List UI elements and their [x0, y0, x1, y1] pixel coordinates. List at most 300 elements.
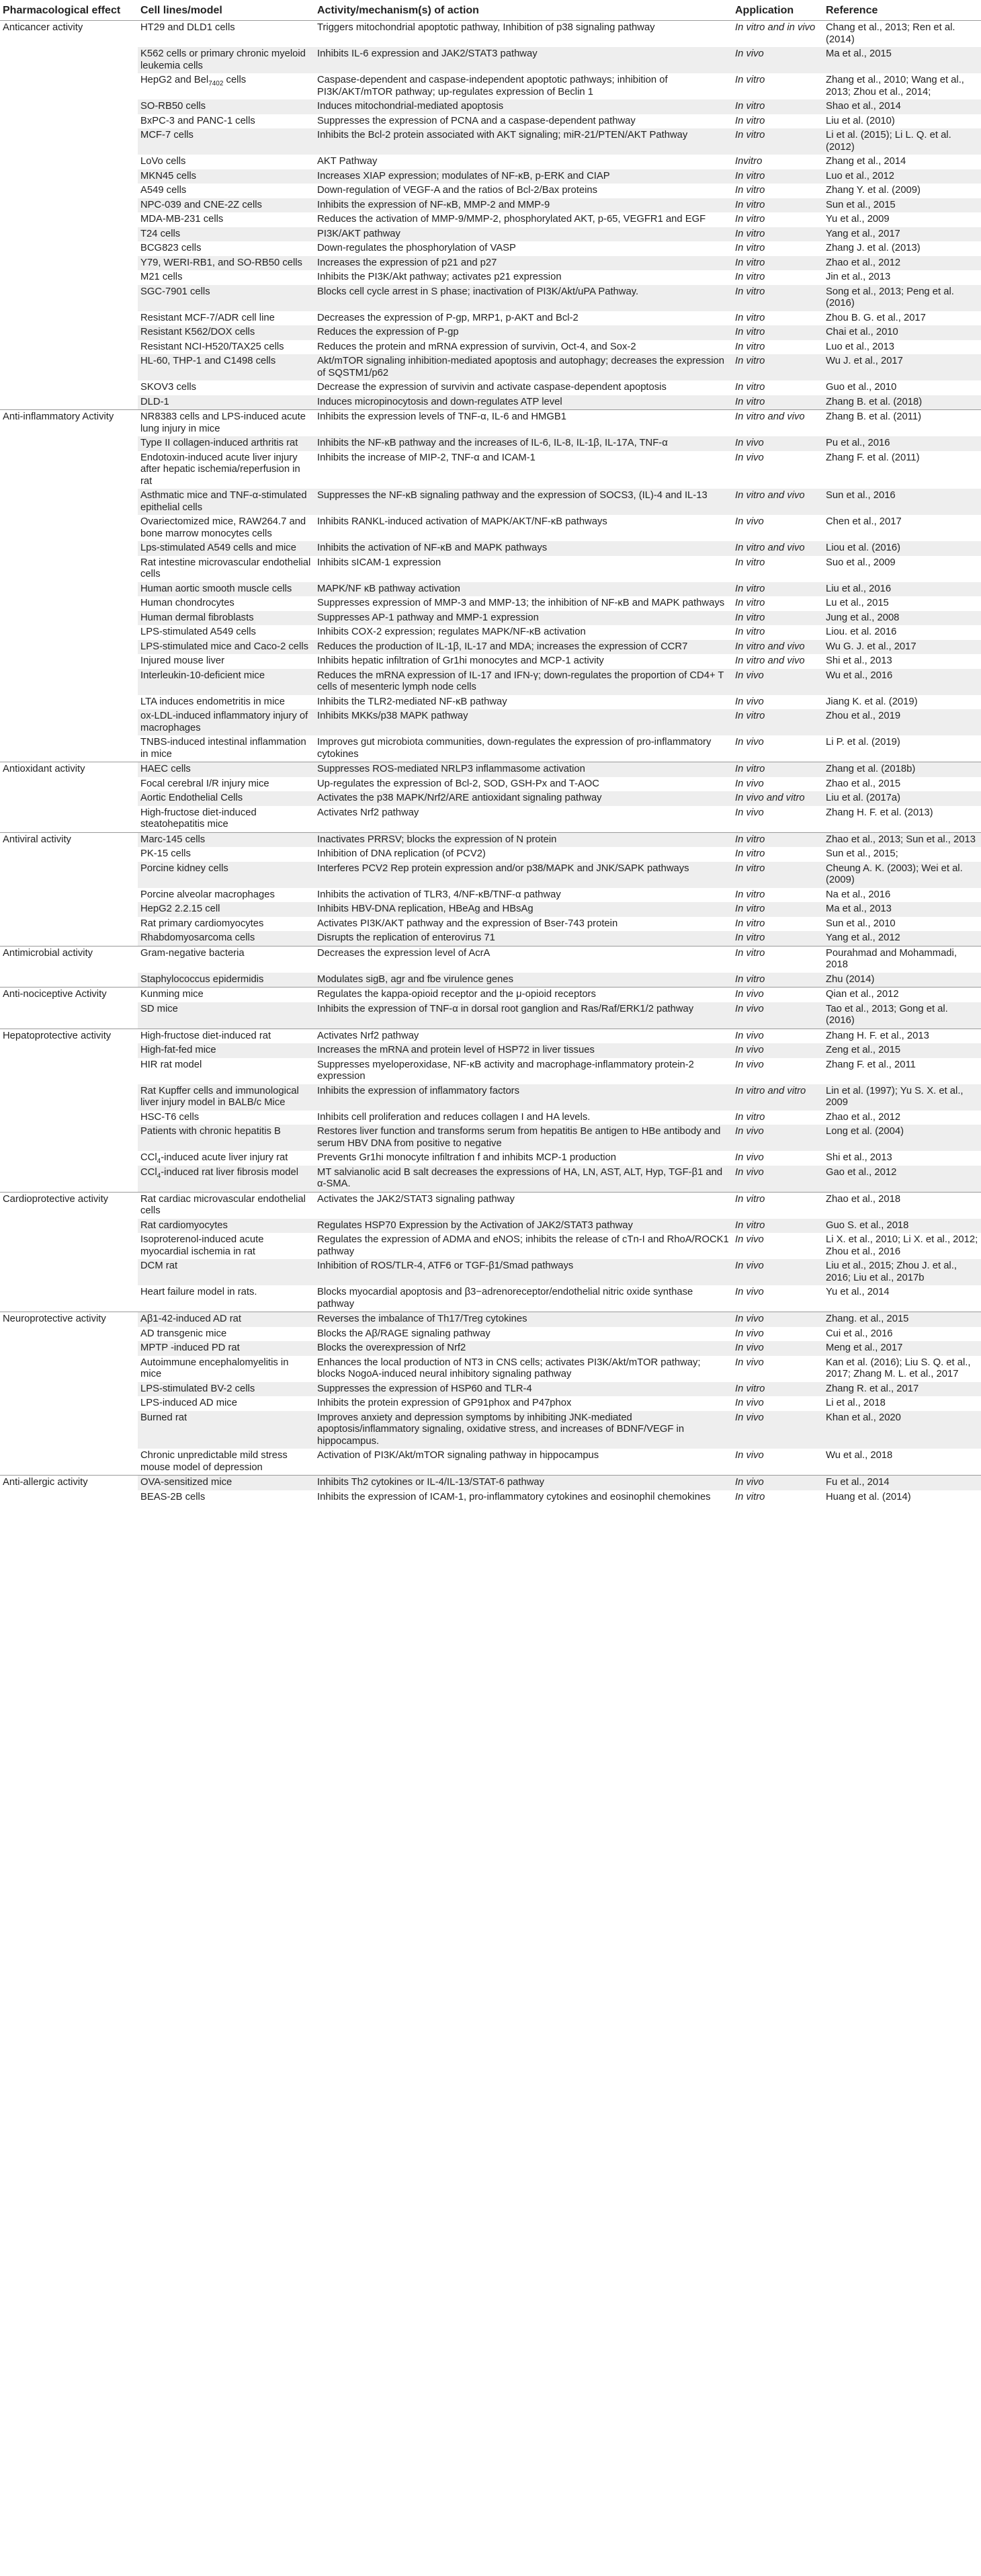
application-cell: In vitro: [732, 762, 823, 777]
effect-cell: [0, 806, 138, 833]
reference-cell: Zhang. et al., 2015: [823, 1312, 981, 1327]
table-row: [0, 241, 981, 256]
effect-cell: [0, 270, 138, 285]
application-cell: In vivo: [732, 669, 823, 695]
model-cell: K562 cells or primary chronic myeloid leukemia cells: [138, 47, 314, 73]
reference-cell: Song et al., 2013; Peng et al. (2016): [823, 285, 981, 311]
table-row: [0, 1327, 981, 1342]
model-cell: Porcine alveolar macrophages: [140, 889, 275, 900]
effect-cell: [0, 1219, 138, 1234]
application-cell: In vivo: [732, 1341, 823, 1356]
model-cell: LoVo cells: [140, 156, 186, 167]
application-cell: In vivo: [732, 1029, 823, 1043]
application-cell: Invitro: [735, 156, 763, 167]
application-cell: In vitro: [732, 325, 823, 340]
activity-cell: Reduces the protein and mRNA expression of survivin, Oct-4, and Sox-2: [317, 341, 636, 352]
application-cell: In vivo: [732, 436, 823, 451]
effect-cell: [0, 1259, 138, 1285]
activity-cell: Reduces the production of IL-1β, IL-17 and MDA; increases the expression of CCR7: [314, 640, 732, 655]
table-header-row: [0, 0, 981, 21]
activity-cell: Inhibits sICAM-1 expression: [317, 557, 441, 568]
reference-cell: Yu et al., 2014: [826, 1287, 890, 1297]
model-cell: Rat intestine microvascular endothelial cells: [140, 557, 311, 579]
effect-cell: [0, 1490, 138, 1505]
effect-cell: [0, 735, 138, 762]
application-cell: In vitro: [735, 598, 765, 608]
table-row: [0, 451, 981, 489]
effect-cell: [0, 625, 138, 640]
table-row: [0, 777, 981, 792]
activity-cell: Regulates the kappa-opioid receptor and the μ-opioid receptors: [314, 988, 732, 1002]
model-cell: Y79, WERI-RB1, and SO-RB50 cells: [138, 256, 314, 271]
effect-cell: [0, 596, 138, 611]
reference-cell: Zhang Y. et al. (2009): [826, 185, 921, 196]
reference-cell: Zhao et al., 2012: [826, 1111, 901, 1123]
application-cell: In vitro: [732, 1382, 823, 1397]
model-cell: Staphylococcus epidermidis: [138, 973, 314, 988]
model-cell: Lps-stimulated A549 cells and mice: [138, 541, 314, 556]
table-row: [0, 582, 981, 597]
effect-cell: [0, 611, 138, 626]
table-row: [0, 862, 981, 888]
model-cell: High-fructose diet-induced steatohepatitis mice: [140, 807, 257, 830]
model-cell: Patients with chronic hepatitis B: [138, 1125, 314, 1151]
table-row: [0, 832, 981, 847]
activity-cell: Suppresses the expression of PCNA and a caspase-dependent pathway: [317, 115, 636, 126]
reference-cell: Zhang F. et al., 2011: [826, 1059, 916, 1070]
model-cell: TNBS-induced intestinal inflammation in mice: [140, 737, 306, 760]
reference-cell: Wu et al., 2016: [823, 669, 981, 695]
application-cell: In vitro: [735, 115, 765, 126]
model-cell: Isoproterenol-induced acute myocardial ischemia in rat: [140, 1234, 264, 1257]
application-cell: In vitro: [735, 557, 765, 568]
table-row: [0, 256, 981, 271]
activity-cell: Increases the mRNA and protein level of HSP72 in liver tissues: [314, 1043, 732, 1058]
table-row: [0, 902, 981, 917]
activity-cell: Reduces the activation of MMP-9/MMP-2, phosphorylated AKT, p-65, VEGFR1 and EGF: [317, 214, 706, 225]
model-cell: LPS-induced AD mice: [140, 1398, 237, 1408]
application-cell: In vitro: [732, 946, 823, 973]
application-cell: In vitro: [732, 1219, 823, 1234]
effect-cell: [0, 212, 138, 227]
table-row: [0, 988, 981, 1002]
effect-cell: [0, 380, 138, 395]
table-row: [0, 1341, 981, 1356]
application-cell: In vivo: [735, 516, 764, 527]
effect-cell: Anti-nociceptive Activity: [0, 988, 138, 1002]
table-row: [0, 1356, 981, 1382]
activity-cell: Caspase-dependent and caspase-independent apoptotic pathways; inhibition of PI3K/AKT/mTOR pathway; up-regulates expression of Beclin 1: [317, 75, 668, 97]
model-cell: SKOV3 cells: [140, 382, 197, 393]
effect-cell: [0, 1327, 138, 1342]
table-row: [0, 654, 981, 669]
effect-cell: [0, 515, 138, 541]
table-row: [0, 1233, 981, 1259]
activity-cell: Down-regulates the phosphorylation of VASP: [317, 243, 516, 253]
application-cell: In vitro: [732, 931, 823, 946]
application-cell: In vitro: [732, 395, 823, 410]
activity-cell: Decrease the expression of survivin and activate caspase-dependent apoptosis: [317, 382, 667, 393]
application-cell: In vitro and vivo: [732, 489, 823, 515]
model-cell: Human chondrocytes: [140, 598, 234, 608]
application-cell: In vivo: [735, 778, 764, 789]
activity-cell: Increases the expression of p21 and p27: [314, 256, 732, 271]
effect-cell: [0, 1411, 138, 1449]
reference-cell: Pourahmad and Mohammadi, 2018: [823, 946, 981, 973]
reference-cell: Meng et al., 2017: [823, 1341, 981, 1356]
reference-cell: Sun et al., 2010: [826, 918, 896, 929]
application-cell: In vivo: [732, 47, 823, 73]
activity-cell: Modulates sigB, agr and fbe virulence genes: [314, 973, 732, 988]
application-cell: In vivo: [735, 1328, 764, 1339]
effect-cell: [0, 695, 138, 710]
application-cell: In vitro: [735, 214, 765, 225]
application-cell: In vitro: [732, 862, 823, 888]
effect-cell: [0, 340, 138, 355]
table-row: [0, 395, 981, 410]
model-cell: BCG823 cells: [140, 243, 202, 253]
effect-cell: Anti-allergic activity: [0, 1476, 138, 1490]
reference-cell: Ma et al., 2015: [823, 47, 981, 73]
effect-cell: Anti-inflammatory Activity: [0, 410, 138, 437]
table-row: [0, 806, 981, 833]
effect-cell: [0, 777, 138, 792]
table-row: [0, 1125, 981, 1151]
activity-cell: Suppresses the expression of HSP60 and TLR-4: [314, 1382, 732, 1397]
model-cell: MPTP -induced PD rat: [138, 1341, 314, 1356]
effect-cell: [0, 114, 138, 129]
activity-cell: Triggers mitochondrial apoptotic pathway, Inhibition of p38 signaling pathway: [314, 21, 732, 48]
reference-cell: Luo et al., 2012: [823, 169, 981, 184]
activity-cell: Induces micropinocytosis and down-regulates ATP level: [314, 395, 732, 410]
application-cell: In vitro: [732, 582, 823, 597]
reference-cell: Lin et al. (1997); Yu S. X. et al., 2009: [823, 1084, 981, 1111]
reference-cell: Liu et al. (2010): [826, 115, 895, 126]
table-row: [0, 1476, 981, 1490]
table-row: [0, 489, 981, 515]
reference-cell: Kan et al. (2016); Liu S. Q. et al., 2017; Zhang M. L. et al., 2017: [826, 1357, 971, 1379]
effect-cell: [0, 155, 138, 169]
table-row: [0, 556, 981, 582]
effect-cell: [0, 99, 138, 114]
application-cell: In vivo: [735, 1398, 764, 1408]
table-row: [0, 1084, 981, 1111]
reference-cell: Zeng et al., 2015: [823, 1043, 981, 1058]
activity-cell: Blocks myocardial apoptosis and β3−adrenoreceptor/endothelial nitric oxide synthase pathway: [317, 1287, 693, 1310]
model-cell: LPS-stimulated mice and Caco-2 cells: [138, 640, 314, 655]
reference-cell: Shao et al., 2014: [823, 99, 981, 114]
application-cell: In vitro and vivo: [732, 410, 823, 437]
table-row: [0, 762, 981, 777]
reference-cell: Li et al. (2015); Li L. Q. et al. (2012): [823, 128, 981, 155]
reference-cell: Guo et al., 2010: [826, 382, 897, 393]
reference-cell: Wu G. J. et al., 2017: [823, 640, 981, 655]
activity-cell: Suppresses ROS-mediated NRLP3 inflammasome activation: [314, 762, 732, 777]
table-row: [0, 541, 981, 556]
reference-cell: Zhang B. et al. (2011): [823, 410, 981, 437]
model-cell: NPC-039 and CNE-2Z cells: [138, 198, 314, 213]
activity-cell: Activates PI3K/AKT pathway and the expression of Bser-743 protein: [317, 918, 618, 929]
application-cell: In vitro: [732, 169, 823, 184]
activity-cell: Inhibits the expression of NF-κB, MMP-2 and MMP-9: [314, 198, 732, 213]
application-cell: In vitro: [735, 312, 765, 323]
reference-cell: Liu et al., 2016: [823, 582, 981, 597]
model-cell: Type II collagen-induced arthritis rat: [138, 436, 314, 451]
model-cell: Injured mouse liver: [140, 655, 225, 666]
activity-cell: Akt/mTOR signaling inhibition-mediated apoptosis and autophagy; decreases the expression of SQSTM1/p62: [314, 354, 732, 380]
header-activity: Activity/mechanism(s) of action: [314, 0, 732, 21]
reference-cell: Sun et al., 2015;: [826, 848, 898, 859]
effect-cell: Cardioprotective activity: [0, 1192, 138, 1219]
activity-cell: Down-regulation of VEGF-A and the ratios of Bcl-2/Bax proteins: [317, 185, 597, 196]
table-row: [0, 1382, 981, 1397]
activity-cell: Inhibits hepatic infiltration of Gr1hi monocytes and MCP-1 activity: [317, 655, 604, 666]
reference-cell: Zhang H. F. et al. (2013): [826, 807, 933, 818]
activity-cell: AKT Pathway: [317, 156, 378, 167]
model-cell: CCl$_4$-induced rat liver fibrosis model: [138, 1166, 314, 1193]
application-cell: In vitro: [735, 185, 765, 196]
model-cell: Resistant NCI-H520/TAX25 cells: [140, 341, 284, 352]
activity-cell: Interferes PCV2 Rep protein expression and/or p38/MAPK and JNK/SAPK pathways: [314, 862, 732, 888]
application-cell: In vitro: [732, 832, 823, 847]
table-row: [0, 1312, 981, 1327]
reference-cell: Yang et al., 2012: [823, 931, 981, 946]
reference-cell: Li P. et al. (2019): [826, 737, 900, 748]
header-reference: Reference: [823, 0, 981, 21]
activity-cell: Improves gut microbiota communities, down-regulates the expression of pro-inflammatory cytokines: [317, 737, 712, 760]
application-cell: In vivo: [732, 1259, 823, 1285]
application-cell: In vitro: [732, 611, 823, 626]
table-row: [0, 169, 981, 184]
activity-cell: Blocks the Aβ/RAGE signaling pathway: [317, 1328, 491, 1339]
model-cell: HL-60, THP-1 and C1498 cells: [138, 354, 314, 380]
reference-cell: Zhang F. et al. (2011): [826, 452, 920, 463]
activity-cell: Inhibits the expression levels of TNF-α, IL-6 and HMGB1: [314, 410, 732, 437]
model-cell: Heart failure model in rats.: [140, 1287, 257, 1297]
effect-cell: [0, 1382, 138, 1397]
reference-cell: Suo et al., 2009: [826, 557, 896, 568]
reference-cell: Huang et al. (2014): [826, 1491, 911, 1502]
activity-cell: Inhibits the NF-κB pathway and the increases of IL-6, IL-8, IL-1β, IL-17A, TNF-α: [314, 436, 732, 451]
table-row: [0, 1029, 981, 1043]
reference-cell: Ma et al., 2013: [823, 902, 981, 917]
activity-cell: Inhibition of ROS/TLR-4, ATF6 or TGF-β1/Smad pathways: [314, 1259, 732, 1285]
activity-cell: Regulates HSP70 Expression by the Activation of JAK2/STAT3 pathway: [314, 1219, 732, 1234]
reference-cell: Qian et al., 2012: [823, 988, 981, 1002]
reference-cell: Wu J. et al., 2017: [823, 354, 981, 380]
activity-cell: Inhibits Th2 cytokines or IL-4/IL-13/STAT-6 pathway: [314, 1476, 732, 1490]
application-cell: In vitro: [732, 354, 823, 380]
activity-cell: Decreases the expression of P-gp, MRP1, p-AKT and Bcl-2: [317, 312, 579, 323]
table-row: [0, 1151, 981, 1166]
activity-cell: Activates Nrf2 pathway: [314, 1029, 732, 1043]
model-cell: Resistant MCF-7/ADR cell line: [140, 312, 275, 323]
model-cell: Rat cardiomyocytes: [138, 1219, 314, 1234]
activity-cell: Blocks cell cycle arrest in S phase; inactivation of PI3K/Akt/uPA Pathway.: [314, 285, 732, 311]
activity-cell: Inhibits IL-6 expression and JAK2/STAT3 pathway: [314, 47, 732, 73]
table-row: [0, 311, 981, 326]
application-cell: In vivo: [735, 737, 764, 748]
reference-cell: Zhang H. F. et al., 2013: [823, 1029, 981, 1043]
reference-cell: Cui et al., 2016: [826, 1328, 893, 1339]
application-cell: In vitro: [732, 902, 823, 917]
reference-cell: Liou et al. (2016): [823, 541, 981, 556]
effect-cell: [0, 325, 138, 340]
activity-cell: Inhibits HBV-DNA replication, HBeAg and HBsAg: [314, 902, 732, 917]
model-cell: BEAS-2B cells: [140, 1491, 206, 1502]
activity-cell: Inactivates PRRSV; blocks the expression of N protein: [314, 832, 732, 847]
model-cell: Kunming mice: [138, 988, 314, 1002]
model-cell: SGC-7901 cells: [138, 285, 314, 311]
activity-cell: Inhibits cell proliferation and reduces collagen I and HA levels.: [317, 1111, 591, 1123]
application-cell: In vivo and vitro: [732, 791, 823, 806]
reference-cell: Guo S. et al., 2018: [823, 1219, 981, 1234]
activity-cell: Inhibits RANKL-induced activation of MAPK/AKT/NF-κB pathways: [317, 516, 607, 527]
reference-cell: Zhang et al., 2014: [826, 156, 906, 167]
effect-cell: [0, 654, 138, 669]
reference-cell: Zhang B. et al. (2018): [823, 395, 981, 410]
reference-cell: Yang et al., 2017: [823, 227, 981, 242]
application-cell: In vitro: [735, 848, 765, 859]
reference-cell: Chen et al., 2017: [826, 516, 902, 527]
table-row: [0, 735, 981, 762]
table-row: [0, 709, 981, 735]
reference-cell: Na et al., 2016: [826, 889, 891, 900]
reference-cell: Zhao et al., 2012: [823, 256, 981, 271]
reference-cell: Chai et al., 2010: [823, 325, 981, 340]
effect-cell: [0, 902, 138, 917]
model-cell: Rhabdomyosarcoma cells: [138, 931, 314, 946]
model-cell: Burned rat: [138, 1411, 314, 1449]
model-cell: Human dermal fibroblasts: [138, 611, 314, 626]
activity-cell: Suppresses myeloperoxidase, NF-κB activity and macrophage-inflammatory protein-2 expression: [317, 1059, 694, 1082]
activity-cell: Inhibition of DNA replication (of PCV2): [317, 848, 486, 859]
reference-cell: Fu et al., 2014: [823, 1476, 981, 1490]
reference-cell: Zhou B. G. et al., 2017: [826, 312, 926, 323]
model-cell: MKN45 cells: [138, 169, 314, 184]
model-cell: Rat Kupffer cells and immunological liver injury model in BALB/c Mice: [138, 1084, 314, 1111]
reference-cell: Shi et al., 2013: [826, 655, 892, 666]
header-effect: Pharmacological effect: [0, 0, 138, 21]
application-cell: In vitro: [732, 128, 823, 155]
effect-cell: [0, 47, 138, 73]
table-row: [0, 1192, 981, 1219]
model-cell: CCl$_4$-induced acute liver injury rat: [140, 1152, 288, 1165]
model-cell: LPS-stimulated A549 cells: [140, 627, 256, 637]
activity-cell: Decreases the expression level of AcrA: [314, 946, 732, 973]
table-row: [0, 1259, 981, 1285]
effect-cell: [0, 1285, 138, 1312]
activity-cell: Inhibits COX-2 expression; regulates MAPK/NF-κB activation: [317, 627, 586, 637]
model-cell: Human aortic smooth muscle cells: [138, 582, 314, 597]
reference-cell: Long et al. (2004): [823, 1125, 981, 1151]
application-cell: In vitro: [735, 75, 765, 85]
table-row: [0, 128, 981, 155]
effect-cell: [0, 256, 138, 271]
effect-cell: [0, 227, 138, 242]
reference-cell: Khan et al., 2020: [823, 1411, 981, 1449]
application-cell: In vitro and vitro: [732, 1084, 823, 1111]
activity-cell: Inhibits the TLR2-mediated NF-κB pathway: [317, 696, 507, 707]
model-cell: ox-LDL-induced inflammatory injury of macrophages: [138, 709, 314, 735]
effect-cell: [0, 1233, 138, 1259]
activity-cell: Disrupts the replication of enterovirus 71: [314, 931, 732, 946]
table-row: [0, 212, 981, 227]
model-cell: AD transgenic mice: [140, 1328, 227, 1339]
reference-cell: Luo et al., 2013: [826, 341, 895, 352]
reference-cell: Zhang R. et al., 2017: [823, 1382, 981, 1397]
table-row: [0, 669, 981, 695]
activity-cell: Reverses the imbalance of Th17/Treg cytokines: [314, 1312, 732, 1327]
model-cell: SD mice: [138, 1002, 314, 1029]
application-cell: In vitro and vivo: [735, 655, 805, 666]
reference-cell: Chang et al., 2013; Ren et al. (2014): [823, 21, 981, 48]
activity-cell: MAPK/NF κB pathway activation: [314, 582, 732, 597]
model-cell: High-fat-fed mice: [138, 1043, 314, 1058]
application-cell: In vitro: [735, 889, 765, 900]
effect-cell: [0, 436, 138, 451]
application-cell: In vivo: [732, 1312, 823, 1327]
table-row: [0, 410, 981, 437]
model-cell: Interleukin-10-deficient mice: [138, 669, 314, 695]
effect-cell: [0, 198, 138, 213]
table-row: [0, 1043, 981, 1058]
reference-cell: Jin et al., 2013: [826, 272, 891, 282]
activity-cell: Suppresses AP-1 pathway and MMP-1 expression: [314, 611, 732, 626]
reference-cell: Liu et al., 2015; Zhou J. et al., 2016; Liu et al., 2017b: [823, 1259, 981, 1285]
effect-cell: [0, 640, 138, 655]
activity-cell: Regulates the expression of ADMA and eNOS; inhibits the release of cTn-I and RhoA/ROCK1 pathway: [317, 1234, 729, 1257]
activity-cell: Inhibits the activation of NF-κB and MAPK pathways: [314, 541, 732, 556]
table-row: [0, 198, 981, 213]
reference-cell: Zhao et al., 2015: [826, 778, 901, 789]
reference-cell: Tao et al., 2013; Gong et al. (2016): [823, 1002, 981, 1029]
table-row: [0, 270, 981, 285]
application-cell: In vitro: [732, 709, 823, 735]
activity-cell: Inhibits the expression of TNF-α in dorsal root ganglion and Ras/Raf/ERK1/2 pathway: [314, 1002, 732, 1029]
effect-cell: [0, 973, 138, 988]
effect-cell: [0, 1084, 138, 1111]
model-cell: BxPC-3 and PANC-1 cells: [140, 115, 255, 126]
model-cell: PK-15 cells: [140, 848, 191, 859]
activity-cell: MT salvianolic acid B salt decreases the expressions of HA, LN, AST, ALT, Hyp, TGF-β1 and α-SMA.: [314, 1166, 732, 1193]
table-row: [0, 625, 981, 640]
model-cell: Chronic unpredictable mild stress mouse model of depression: [140, 1450, 288, 1473]
application-cell: In vitro: [735, 272, 765, 282]
effect-cell: Anticancer activity: [0, 21, 138, 48]
model-cell: Marc-145 cells: [138, 832, 314, 847]
reference-cell: Zhou et al., 2019: [823, 709, 981, 735]
effect-cell: Antiviral activity: [0, 832, 138, 847]
reference-cell: Gao et al., 2012: [823, 1166, 981, 1193]
model-cell: Focal cerebral I/R injury mice: [140, 778, 269, 789]
application-cell: In vitro: [735, 382, 765, 393]
activity-cell: PI3K/AKT pathway: [314, 227, 732, 242]
model-cell: M21 cells: [140, 272, 183, 282]
effect-cell: [0, 169, 138, 184]
reference-cell: Jiang K. et al. (2019): [826, 696, 918, 707]
effect-cell: [0, 1166, 138, 1193]
effect-cell: [0, 184, 138, 198]
model-cell: OVA-sensitized mice: [138, 1476, 314, 1490]
application-cell: In vitro: [732, 973, 823, 988]
effect-cell: Antioxidant activity: [0, 762, 138, 777]
application-cell: In vivo: [732, 1411, 823, 1449]
effect-cell: Antimicrobial activity: [0, 946, 138, 973]
model-cell: LPS-stimulated BV-2 cells: [138, 1382, 314, 1397]
effect-cell: [0, 847, 138, 862]
reference-cell: Pu et al., 2016: [823, 436, 981, 451]
